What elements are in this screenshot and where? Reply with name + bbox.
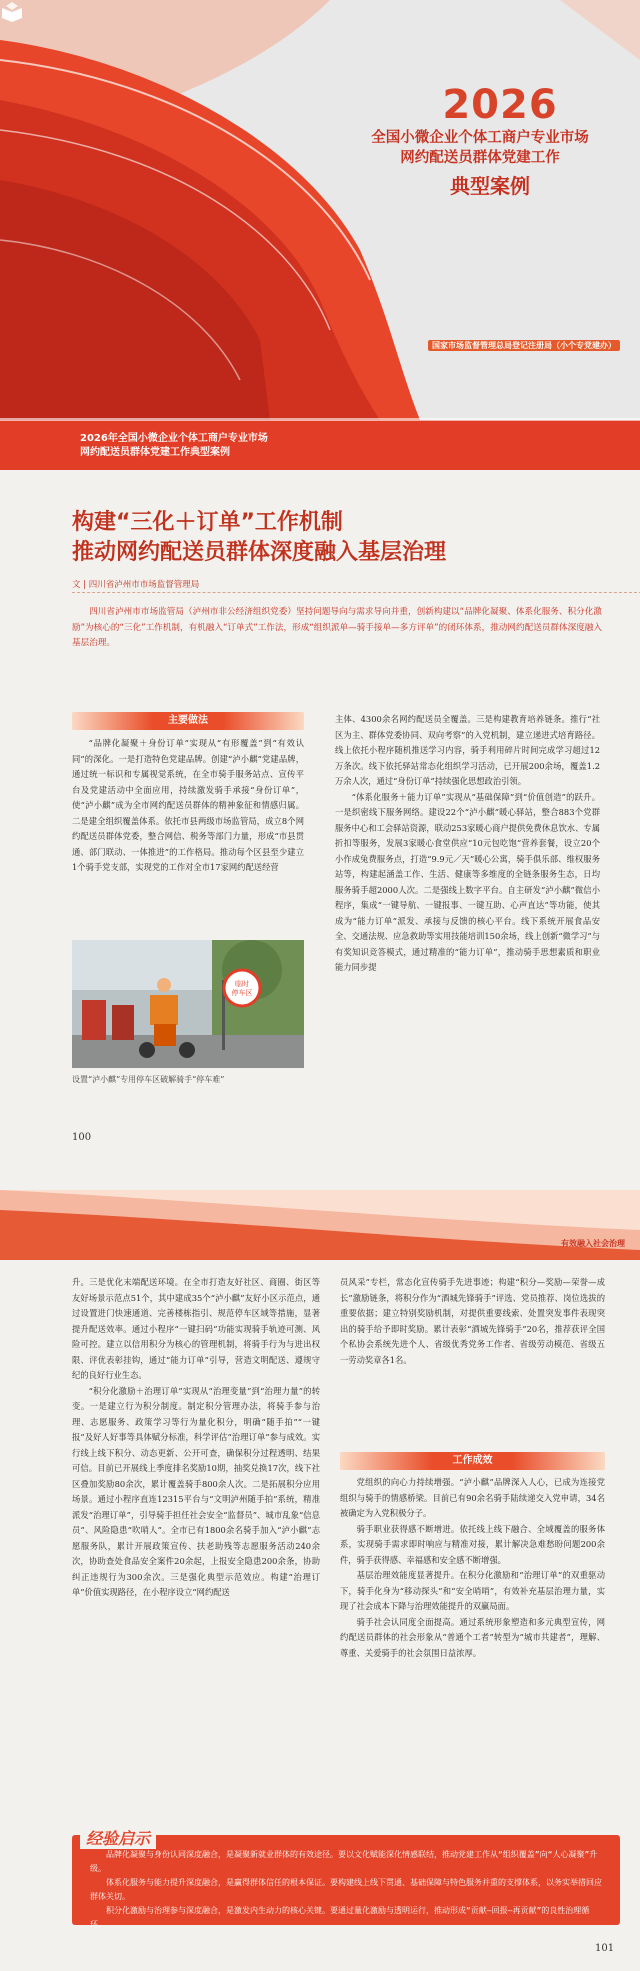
- cover-org: [330, 340, 620, 351]
- photo-illustration: [72, 940, 304, 1068]
- page1-left-column: [72, 736, 304, 876]
- running-head: 有效融入社会治理: [561, 1239, 625, 1248]
- page-number-right: 101: [595, 1943, 615, 1954]
- cover-org-text: 国家市场监督管理总局登记注册局（小个专党建办）: [428, 340, 620, 351]
- book-icon: [0, 0, 24, 24]
- paragraph: 骑手社会认同度全面提高。通过系统形象塑造和多元典型宣传，网约配送员群体的社会形象从“普通个工者”转型为“城市共建者”，理解、尊重、关爱骑手的社会氛围日益浓厚。: [340, 1616, 605, 1658]
- article-title: [72, 508, 592, 568]
- page-number-left: 100: [72, 1132, 92, 1143]
- paragraph: “品牌化凝聚＋身份订单”实现从“有形覆盖”到“有效认同”的深化。一是打造特色党建品牌。创建“泸小麒”党建品牌，通过统一标识和专属视觉系统，在全市骑手服务站点、宣传平台及党建活动中全面应用，持续激发骑手承接“身份订单”，使“泸小麒”成为全市网约配送员群体的精神象征和情感归属。二是建全组织覆盖体系。依托市县两级市场监管局，成立8个网约配送员群体党委，整合网信、税务等部门力量，形成“市县贯通、部门联动、一体推进”的工作格局。推动每个区县至少建立1个骑手党支部，实现党的工作对全市17家网约配送经营: [72, 738, 304, 872]
- page2-right-column-bottom: [340, 1475, 605, 1661]
- page2-right-column-top: [340, 1275, 605, 1368]
- section-main-practice: 主要做法: [72, 712, 304, 730]
- cover-brand-line1: 2026年全国小微企业个体工商户专业市场: [80, 433, 268, 444]
- photo-sign-line1: 临时: [235, 980, 249, 988]
- experience-title: 经验启示: [80, 1826, 156, 1849]
- article-title-line2: 推动网约配送员群体深度融入基层治理: [72, 540, 447, 565]
- photo-sign-line2: 停车区: [231, 989, 253, 997]
- paragraph: “积分化激励＋治理订单”实现从“治理变量”到“治理力量”的转变。一是建立行为积分制度。制定积分管理办法，将骑手参与治理、志愿服务、政策学习等行为量化积分，明确“随手拍”“一键报”及好人好事等具体赋分标准，科学评估“治理订单”参与成效。实行线上线下积分、动态更新、公开可查，确保积分过程透明、结果可信。目前已开展线上季度排名奖励10期，抽奖兑换17次，线下社区叠加奖励80余次，累计覆盖骑手800余人次。二是拓展积分应用场景。通过小程序直连12315平台与“文明泸州随手拍”系统，精准派发“治理订单”，引导骑手担任社会安全“监督员”、城市乱象“信息员”、风险隐患“吹哨人”。全市已有1800余名骑手加入“泸小麒”志愿服务队，累计开展政策宣传、扶老助残等志愿服务活动240余次，协助查处食品安全案件20余起，上报安全隐患200余条，协助纠正违规行为300余次。三是强化典型示范效应。构建“治理订单”价值实现路径，在小程序设立“网约配送: [72, 1385, 320, 1597]
- cover-brand-line2: 网约配送员群体党建工作典型案例: [80, 447, 230, 458]
- paragraph: 积分化激励与治理参与深度融合，是激发内生动力的核心关键。要通过量化激励与透明运行，推动形成“贡献—回报—再贡献”的良性治理循环。: [90, 1906, 590, 1929]
- paragraph: 员风采”专栏，常态化宣传骑手先进事迹；构建“积分—奖励—荣誉—成长”激励链条，将积分作为“酒城先锋骑手”评选、党员推荐、岗位选拔的重要依据；建立特别奖励机制，对提供重要线索、处置突发事件表现突出的骑手给予即时奖励。累计表彰“酒城先锋骑手”20名，推荐获评全国个私协会系统先进个人、省级优秀党务工作者、省级劳动模范、省级五一劳动奖章各1名。: [340, 1277, 605, 1365]
- page1-right-column: [335, 712, 600, 976]
- cover-title-line2: 网约配送员群体党建工作: [400, 150, 560, 166]
- cover-title: [330, 128, 630, 168]
- paragraph: 骑手职业获得感不断增进。依托线上线下融合、全域覆盖的服务体系，实现骑手需求即时响应与精准对接，累计解决急难愁盼问题200余件，骑手获得感、幸福感和安全感不断增强。: [340, 1523, 605, 1565]
- cover-graphic: [0, 0, 640, 470]
- byline: 文 | 四川省泸州市市场监督管理局: [72, 580, 200, 590]
- cover-year: 2026: [442, 82, 558, 128]
- paragraph: 品牌化凝聚与身份认同深度融合，是凝聚新就业群体的有效途径。要以文化赋能深化情感联结，推动党建工作从“组织覆盖”向“人心凝聚”升级。: [90, 1850, 598, 1873]
- paragraph: 体系化服务与能力提升深度融合，是赢得群体信任的根本保证。要构建线上线下贯通、基础保障与特色服务并重的支撑体系，以务实举措回应群体关切。: [90, 1878, 602, 1901]
- paragraph: 党组织的向心力持续增强。“泸小麒”品牌深入人心，已成为连接党组织与骑手的情感桥梁。目前已有90余名骑手陆续递交入党申请，34名被确定为入党积极分子。: [340, 1477, 605, 1518]
- page2-left-column: [72, 1275, 320, 1601]
- byline-divider: [72, 592, 640, 593]
- paragraph: “体系化服务＋能力订单”实现从“基础保障”到“价值创造”的跃升。一是织密线下服务网络。建设22个“泸小麒”暖心驿站，整合883个党群服务中心和工会驿站资源，联动253家暖心商户提供免费休息饮水、专属折扣等服务，发展3家暖心食堂供应“10元包吃饱”营养套餐，设立20个小作成兔费服务点，打造“9.9元／天”暖心公寓，骑手俱乐部、维权服务站等，构建起涵盖工作、生活、健康等多维度的全链条服务生态，日均服务骑手超2000人次。二是强线上数字平台。自主研发“泸小麒”微信小程序，集成“一键导航、一键报事、一键互助、心声直达”等功能，使其成为“能力订单”派发、承接与反馈的核心平台。线下系统开展食品安全、交通法规、应急救助等实用技能培训150余场，线上创新“微学习”与有奖知识竞答模式，通过精准的“能力订单”，推动骑手思想素质和职业能力同步提: [335, 791, 600, 972]
- paragraph: 基层治理效能度显著提升。在积分化激励和“治理订单”的双重驱动下，骑手化身为“移动探头”和“安全哨哨”，有效补充基层治理力量，实现了社会成本下降与治理效能提升的双赢局面。: [340, 1570, 605, 1611]
- paragraph: 主体、4300余名网约配送员全覆盖。三是构建教育培养链条。推行“社区为主、群体党委协同、双向考察”的入党机制，建立递进式培育路径。线上依托小程序随机推送学习内容，骑手利用碎片时间完成学习超过12万条次。线下依托驿站常态化组织学习活动，已开展200余场，覆盖1.2万余人次，通过“身份订单”持续强化思想政治引领。: [335, 714, 600, 786]
- lead-paragraph: 四川省泸州市市场监管局（泸州市非公经济组织党委）坚持问题导向与需求导向并重，创新构建以“品牌化凝聚、体系化服务、积分化激励”为核心的“三化”工作机制，有机融入“订单式”工作法，形成“组织派单—骑手接单—多方评单”的闭环体系，推动网约配送员群体深度融入基层治理。: [72, 607, 602, 648]
- paragraph: 升。三是优化末端配送环境。在全市打造友好社区、商圈、街区等友好场景示范点51个，其中建成35个“泸小麒”友好小区示范点，通过设置进门快速通道、完善楼栋指引、规范停车区域等措施，显著提升配送效率。通过小程序“一键扫码”功能实现骑手轨迹可测、风险可控。建立以信用积分为核心的管理机制，将骑手行为与进出权限、评优表彰挂钩，通过“能力订单”引导，营造文明配送、遵规守纪的良好行业生态。: [72, 1277, 320, 1380]
- cover-subtitle: 典型案例: [450, 174, 530, 198]
- cover-banner: [0, 0, 640, 470]
- photo-caption: 设置“泸小麒”专用停车区破解骑手“停车难”: [72, 1075, 225, 1084]
- article-title-line1: 构建“三化＋订单”工作机制: [72, 510, 343, 535]
- cover-title-line1: 全国小微企业个体工商户专业市场: [371, 130, 589, 146]
- section-results: 工作成效: [340, 1452, 605, 1470]
- photo-parking-area: [72, 940, 304, 1068]
- experience-text: [90, 1848, 605, 1932]
- cover-brand: [80, 432, 268, 460]
